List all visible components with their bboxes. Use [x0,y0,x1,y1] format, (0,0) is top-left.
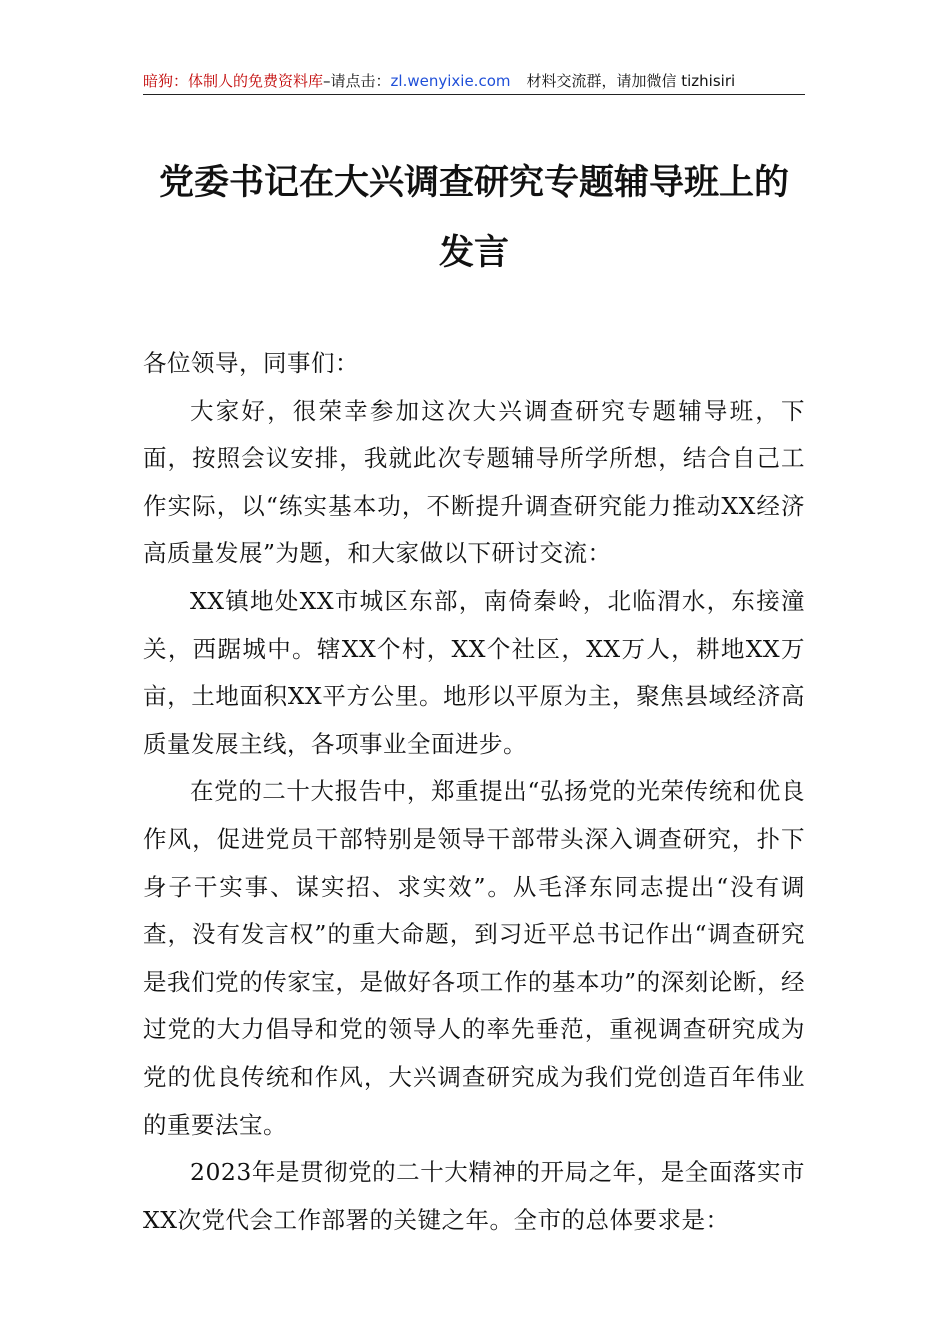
paragraph: 大家好，很荣幸参加这次大兴调查研究专题辅导班，下面，按照会议安排，我就此次专题辅导所学所想，结合自己工作实际，以“练实基本功，不断提升调查研究能力推动XX经济高质量发展”为题，和大家做以下研讨交流： [143,396,805,568]
header-source-name: 体制人的免费资料库 [188,72,324,90]
title-line-1: 党委书记在大兴调查研究专题辅导班上的 [158,162,789,203]
salutation: 各位领导，同事们： [143,349,359,377]
header-group-text: 材料交流群，请加微信 tizhisiri [526,72,736,90]
title-line-2: 发言 [438,232,509,273]
header-click-text: –请点击： [323,72,391,90]
header-source-prefix: 暗狗： [143,72,189,90]
document-body [143,340,805,1244]
page-header [143,68,805,95]
header-url-link[interactable]: zl.wenyixie.com [390,72,511,90]
paragraph: XX镇地处XX市城区东部，南倚秦岭，北临渭水，东接潼关，西踞城中。辖XX个村，XX个社区，XX万人，耕地XX万亩，土地面积XX平方公里。地形以平原为主，聚焦县域经济高质量发展主线，各项事业全面进步。 [143,586,805,758]
paragraph: 在党的二十大报告中，郑重提出“弘扬党的光荣传统和优良作风，促进党员干部特别是领导干部带头深入调查研究，扑下身子干实事、谋实招、求实效”。从毛泽东同志提出“没有调查，没有发言权”的重大命题，到习近平总书记作出“调查研究是我们党的传家宝，是做好各项工作的基本功”的深刻论断，经过党的大力倡导和党的领导人的率先垂范，重视调查研究成为党的优良传统和作风，大兴调查研究成为我们党创造百年伟业的重要法宝。 [143,777,805,1139]
paragraph: 2023年是贯彻党的二十大精神的开局之年，是全面落实市XX次党代会工作部署的关键之年。全市的总体要求是： [143,1158,805,1234]
document-title [143,148,805,288]
